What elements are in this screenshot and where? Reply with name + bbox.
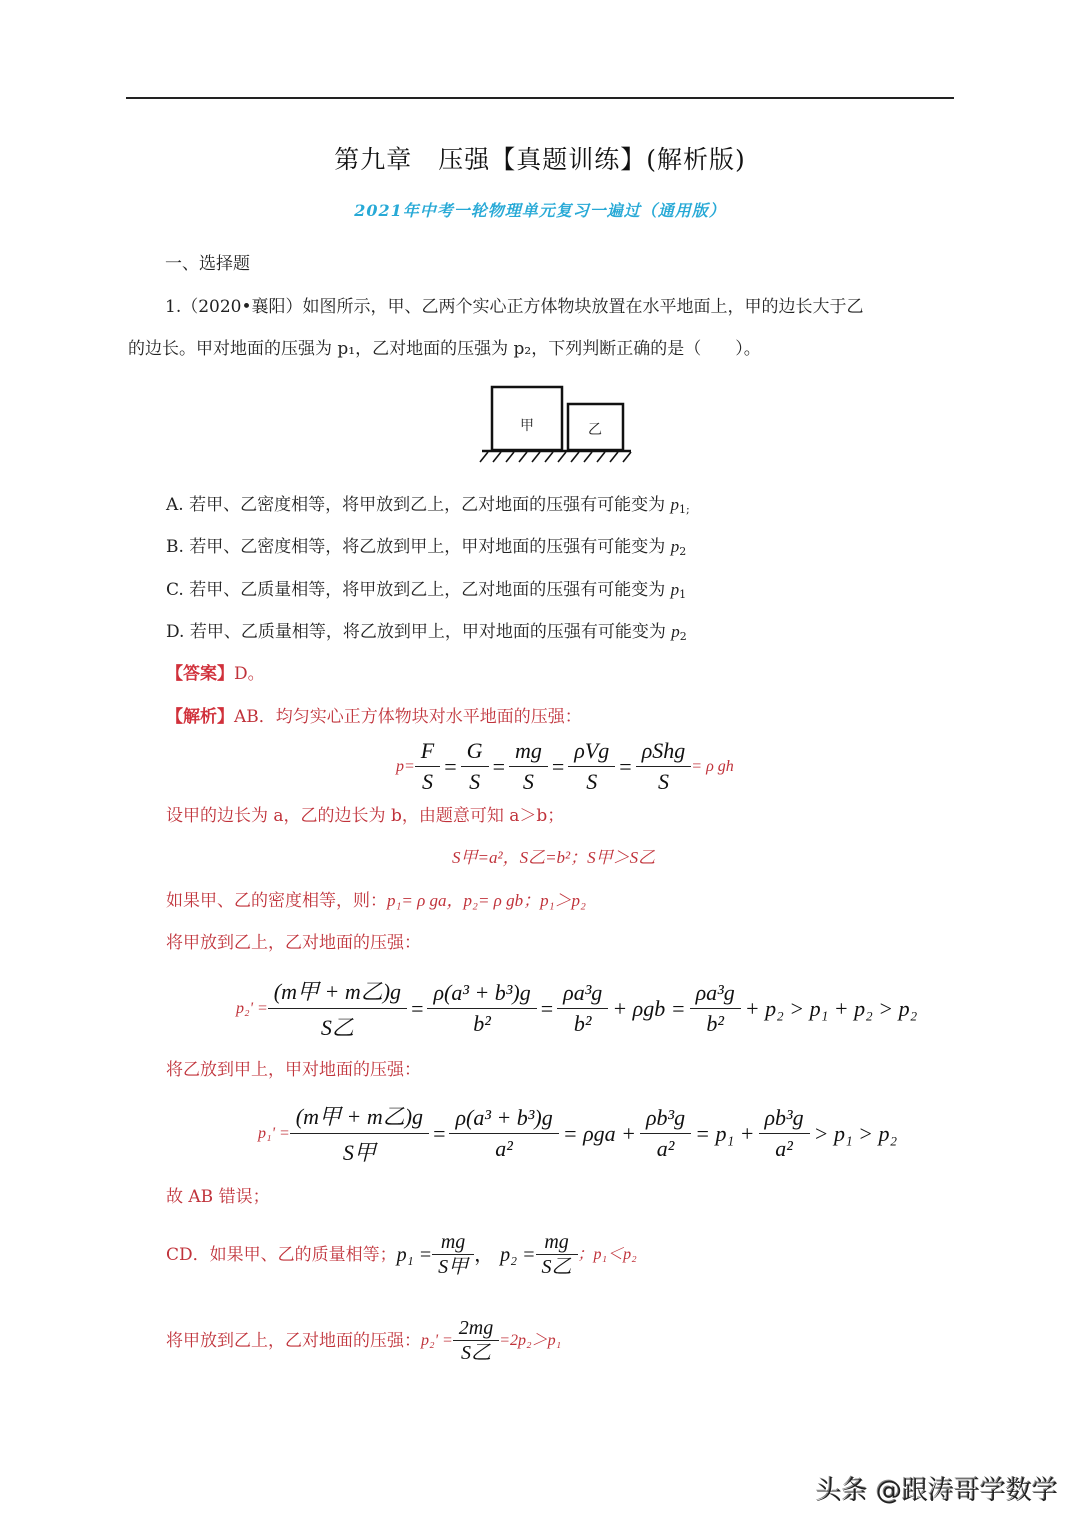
- ground-hatch: [480, 452, 631, 462]
- analysis-area: S甲=a²，S乙=b²；S甲＞S乙: [452, 848, 656, 867]
- answer-value: D。: [234, 664, 265, 684]
- blocks-figure: [478, 382, 638, 470]
- watermark: 头条 @跟涛哥学数学: [815, 1476, 1058, 1506]
- equation-p2-prime: p₂' = $\frac{\text{(m甲 + m乙)g}}{\text{S乙}}$ = $\frac{\text{ρ(a³ + b³)g}}{\text{b²}}$ = $\frac{\text{ρa³g}}{\text{b²}}$ + ρgb = $\frac{\text{ρa³g}}{\text{b²}}$ + p₂ > p₁ + p₂ > p₂: [236, 979, 918, 1040]
- analysis-sides: 设甲的边长为 a，乙的边长为 b，由题意可知 a＞b；: [166, 806, 565, 826]
- page-subtitle: 2021年中考一轮物理单元复习一遍过（通用版）: [354, 201, 726, 220]
- analysis-b-on-a: 将乙放到甲上，甲对地面的压强：: [166, 1060, 421, 1080]
- analysis-a-on-b: 将甲放到乙上，乙对地面的压强：: [166, 933, 421, 953]
- page-title: 第九章 压强【真题训练】(解析版): [334, 145, 746, 174]
- analysis-intro: 【解析】AB．均匀实心正方体物块对水平地面的压强：: [166, 707, 582, 727]
- option-a: A. 若甲、乙密度相等，将甲放到乙上，乙对地面的压强有可能变为 $p_{1;}$: [166, 495, 690, 516]
- option-d: D. 若甲、乙质量相等，将乙放到甲上，甲对地面的压强有可能变为 $p_2$: [166, 622, 687, 643]
- equation-p1-prime: p₁' = $\frac{\text{(m甲 + m乙)g}}{\text{S甲}}$ = $\frac{\text{ρ(a³ + b³)g}}{\text{a²}}$ = ρga + $\frac{\text{ρb³g}}{\text{a²}}$ = p₁ + $\frac{\text{ρb³g}}{\text{a²}}$ > p₁ > p₂: [258, 1104, 898, 1165]
- option-c: C. 若甲、乙质量相等，将甲放到乙上，乙对地面的压强有可能变为 $p_1$: [166, 580, 687, 601]
- block-jia-label: 甲: [520, 418, 534, 434]
- analysis-final: 将甲放到乙上，乙对地面的压强： p₂' = $\frac{2mg}{\text{S乙}}$ =2p₂＞p₁: [166, 1317, 562, 1364]
- header-rule: [126, 97, 954, 99]
- question-source: （2020•襄阳）: [181, 297, 303, 317]
- question-number: 1.: [165, 297, 182, 317]
- question-line-1: [165, 297, 864, 317]
- analysis-label: 【解析】: [166, 707, 234, 727]
- answer-label: 【答案】: [166, 664, 234, 684]
- option-b: B. 若甲、乙密度相等，将乙放到甲上，甲对地面的压强有可能变为 $p_2$: [166, 537, 687, 558]
- section-heading: 一、选择题: [165, 254, 250, 274]
- equation-pressure: p= $\frac{F}{S}$ = $\frac{G}{S}$ = $\frac{mg}{S}$ = $\frac{\text{ρVg}}{S}$ = $\frac{\text{ρShg}}{S}$ = ρ gh: [396, 738, 734, 794]
- analysis-cd: CD．如果甲、乙的质量相等； p₁ = $\frac{mg}{\text{S甲}}$ ， p₂ = $\frac{mg}{\text{S乙}}$ ；p₁＜p₂: [166, 1231, 637, 1278]
- answer-line: [166, 664, 265, 684]
- block-yi-label: 乙: [588, 422, 602, 438]
- analysis-conclusion-ab: 故 AB 错误；: [166, 1187, 270, 1207]
- question-line-2: 的边长。甲对地面的压强为 p₁，乙对地面的压强为 p₂，下列判断正确的是（ ）。: [128, 339, 761, 359]
- analysis-density: 如果甲、乙的密度相等，则：p₁= ρ ga，p₂= ρ gb；p₁＞p₂: [166, 891, 586, 911]
- question-text-1: 如图所示，甲、乙两个实心正方体物块放置在水平地面上，甲的边长大于乙: [302, 297, 864, 317]
